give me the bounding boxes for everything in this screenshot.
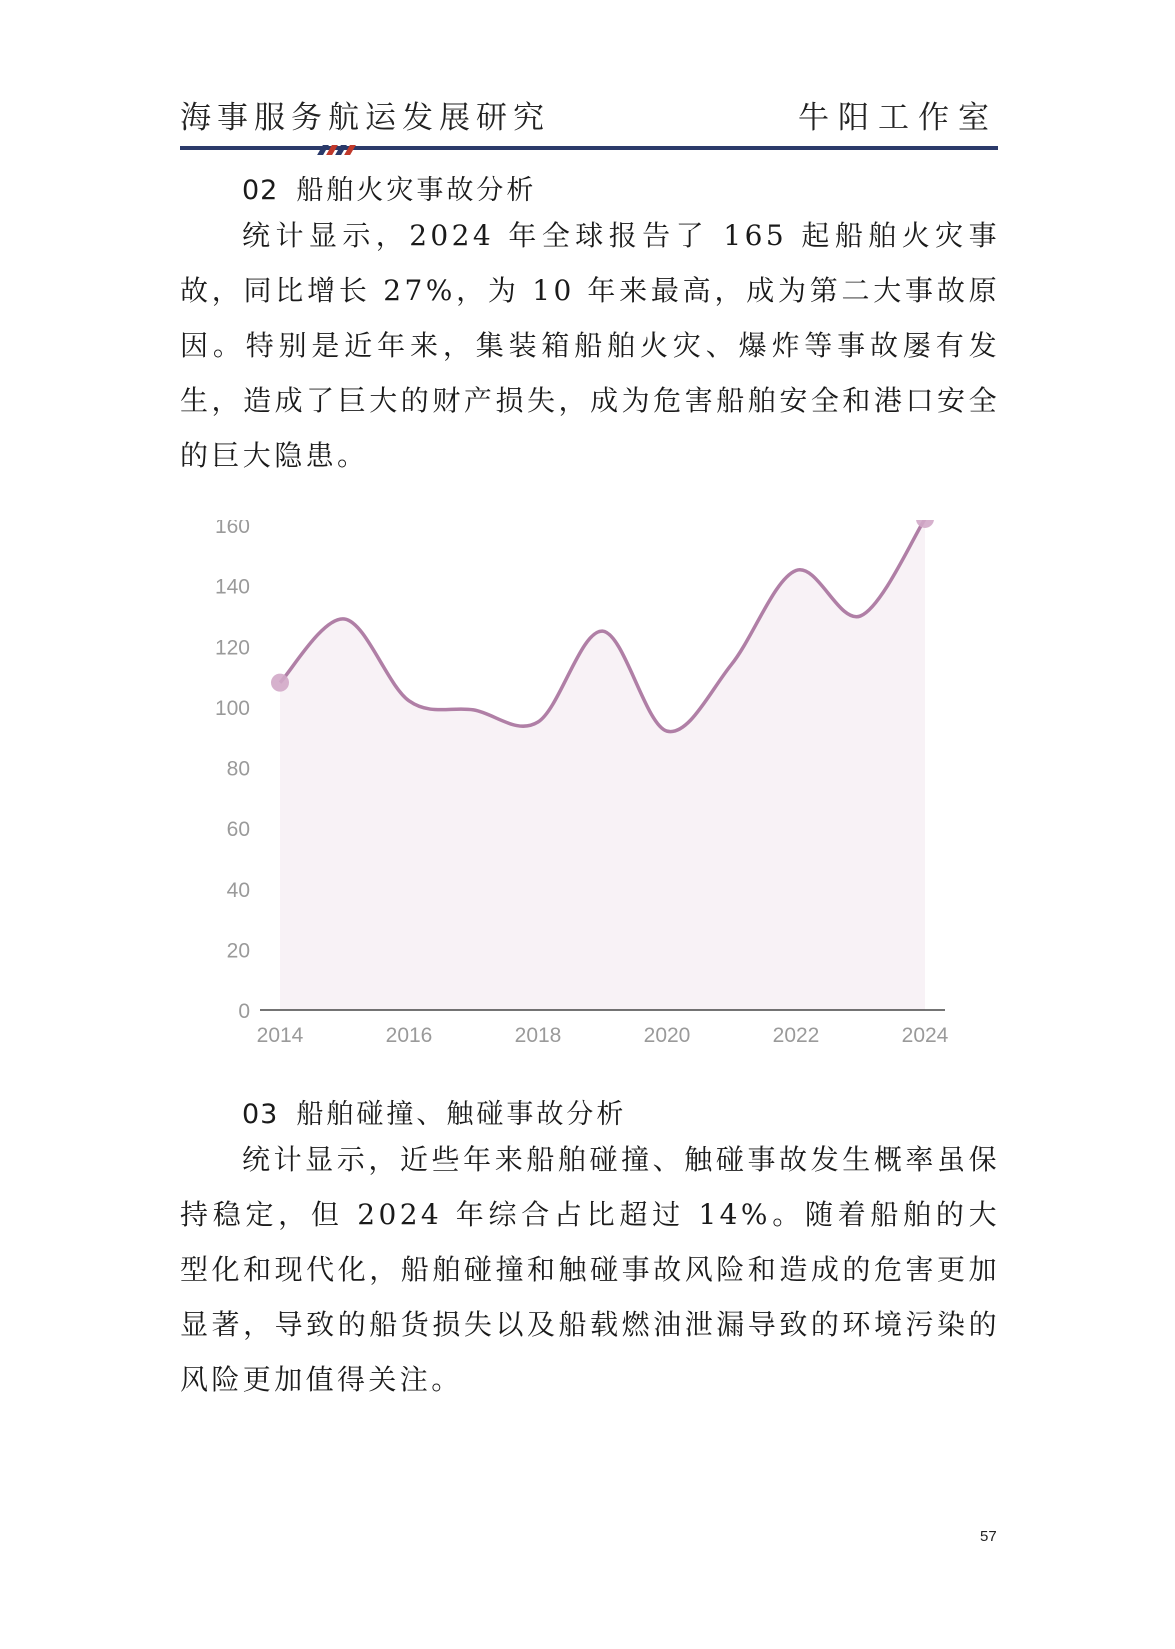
header-rule-accent: [320, 140, 370, 150]
section-heading: [242, 168, 536, 207]
y-tick-label: 20: [226, 939, 250, 963]
y-tick-label: 100: [214, 696, 250, 720]
data-point-marker: [271, 674, 289, 692]
section-title-text: 船舶碰撞、触碰事故分析: [296, 1099, 627, 1130]
x-tick-label: 2024: [901, 1024, 949, 1047]
y-tick-label: 120: [214, 636, 250, 660]
y-tick-label: 60: [226, 818, 250, 842]
section-heading: [242, 1092, 626, 1131]
section-number: 02: [242, 175, 279, 206]
fire-accident-chart: [200, 520, 1000, 1100]
header-studio-name: 牛阳工作室: [798, 100, 998, 136]
x-tick-label: 2022: [772, 1024, 820, 1047]
header-rule: [180, 146, 998, 150]
x-tick-label: 2018: [514, 1024, 562, 1047]
header-title: 海事服务航运发展研究: [180, 100, 550, 136]
section-title-text: 船舶火灾事故分析: [296, 175, 537, 206]
y-tick-label: 80: [226, 757, 250, 781]
y-tick-label: 140: [214, 575, 250, 599]
section-number: 03: [242, 1099, 279, 1130]
y-tick-label: 0: [238, 1000, 250, 1023]
y-tick-label: 160: [214, 520, 250, 538]
body-paragraph: 统计显示，2024 年全球报告了 165 起船舶火灾事故，同比增长 27%，为 10 年来最高，成为第二大事故原因。特别是近年来，集装箱船舶火灾、爆炸等事故屡有发生，造成了巨大的财产损失，成为危害船舶安全和港口安全的巨大隐患。: [180, 219, 1000, 472]
x-tick-label: 2014: [256, 1024, 304, 1047]
y-tick-label: 40: [226, 878, 250, 902]
x-tick-label: 2016: [385, 1024, 433, 1047]
page-header: [180, 92, 998, 152]
page-number: 57: [980, 1528, 997, 1545]
x-tick-label: 2020: [643, 1024, 691, 1047]
body-paragraph: 统计显示，近些年来船舶碰撞、触碰事故发生概率虽保持稳定，但 2024 年综合占比超过 14%。随着船舶的大型化和现代化，船舶碰撞和触碰事故风险和造成的危害更加显著，导致的船货损失以及船载燃油泄漏导致的环境污染的风险更加值得关注。: [180, 1143, 1000, 1396]
